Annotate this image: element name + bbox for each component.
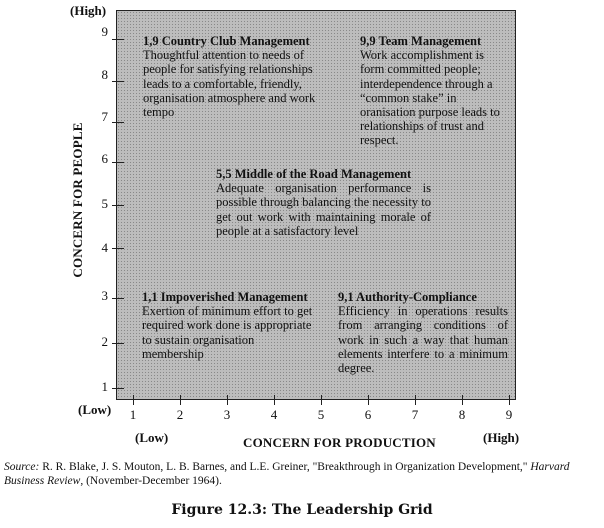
y-tick-label: 8: [101, 67, 108, 82]
y-tick-label: 4: [101, 240, 108, 255]
y-tick-label: 2: [101, 334, 108, 349]
middle-road-description: Adequate organisation performance is possible through balancing the necessity to get out work with maintaining morale of people at a satisfactory level: [216, 181, 431, 238]
x-tick-mark: [227, 395, 228, 405]
x-tick-mark: [509, 395, 510, 405]
y-axis-high-label: (High): [70, 3, 107, 18]
y-tick-mark: [112, 248, 124, 249]
impoverished-description: Exertion of minimum effort to get required work done is appropriate to sustain organisation membership: [142, 304, 313, 361]
middle-road-management-box: [216, 167, 431, 238]
country-club-description: Thoughtful attention to needs of people for satisfying relationships leads to a comfortable, friendly, organisation atmosphere and work tempo: [143, 48, 316, 120]
figure-caption: Figure 12.3: The Leadership Grid: [171, 502, 433, 518]
y-tick-mark: [112, 388, 124, 389]
y-tick-label: 9: [101, 24, 108, 39]
y-tick-mark: [112, 122, 124, 123]
impoverished-management-box: [142, 290, 317, 361]
x-tick-mark: [368, 395, 369, 405]
x-tick-label: 3: [223, 407, 231, 422]
x-tick-mark: [415, 395, 416, 405]
authority-compliance-title: 9,1 Authority-Compliance: [338, 290, 477, 304]
x-tick-label: 2: [176, 407, 184, 422]
y-tick-label: 7: [101, 109, 108, 124]
x-tick-mark: [133, 395, 134, 405]
x-tick-label: 6: [364, 407, 372, 422]
x-tick-label: 7: [411, 407, 419, 422]
authority-compliance-description: Efficiency in operations results from arranging conditions of work in such a way that human elements interfere to a minimum degree.: [338, 304, 508, 376]
x-tick-label: 9: [505, 407, 513, 422]
authority-compliance-box: [338, 290, 508, 375]
y-tick-mark: [112, 162, 124, 163]
source-citation: [4, 460, 600, 488]
impoverished-title: 1,1 Impoverished Management: [142, 290, 308, 304]
y-tick-mark: [112, 81, 124, 82]
y-axis-low-label: (Low): [78, 402, 112, 417]
x-tick-mark: [180, 395, 181, 405]
x-tick-label: 5: [317, 407, 325, 422]
y-tick-mark: [112, 39, 124, 40]
y-tick-mark: [112, 343, 124, 344]
x-tick-mark: [321, 395, 322, 405]
country-club-management-box: [143, 34, 338, 119]
x-axis-low-label: (Low): [135, 430, 169, 445]
middle-road-title: 5,5 Middle of the Road Management: [216, 167, 412, 181]
x-tick-label: 8: [458, 407, 466, 422]
x-tick-label: 4: [270, 407, 278, 422]
x-axis-high-label: (High): [483, 430, 520, 445]
y-tick-mark: [112, 298, 124, 299]
y-tick-label: 5: [101, 196, 108, 211]
source-label: Source:: [4, 461, 40, 473]
y-tick-label: 6: [101, 151, 108, 166]
x-tick-mark: [462, 395, 463, 405]
source-journal: Harvard Business Review: [4, 461, 570, 487]
country-club-title: 1,9 Country Club Management: [143, 34, 310, 48]
team-management-box: [360, 34, 510, 148]
source-date: , (November-December 1964).: [80, 475, 222, 487]
x-axis-title: CONCERN FOR PRODUCTION: [243, 435, 436, 450]
team-management-title: 9,9 Team Management: [360, 34, 482, 48]
y-tick-mark: [112, 205, 124, 206]
source-authors: R. R. Blake, J. S. Mouton, L. B. Barnes, and L.E. Greiner, "Breakthrough in Organization Development,": [42, 461, 528, 473]
team-management-description: Work accomplishment is form committed people; interdependence through a “common stake” in oranisation purpose leads to relationships of trust and respect.: [360, 48, 500, 148]
x-tick-label: 1: [129, 407, 137, 422]
y-axis-title: CONCERN FOR PEOPLE: [70, 122, 85, 278]
y-tick-label: 3: [101, 288, 108, 303]
x-tick-mark: [274, 395, 275, 405]
y-tick-label: 1: [101, 379, 108, 394]
